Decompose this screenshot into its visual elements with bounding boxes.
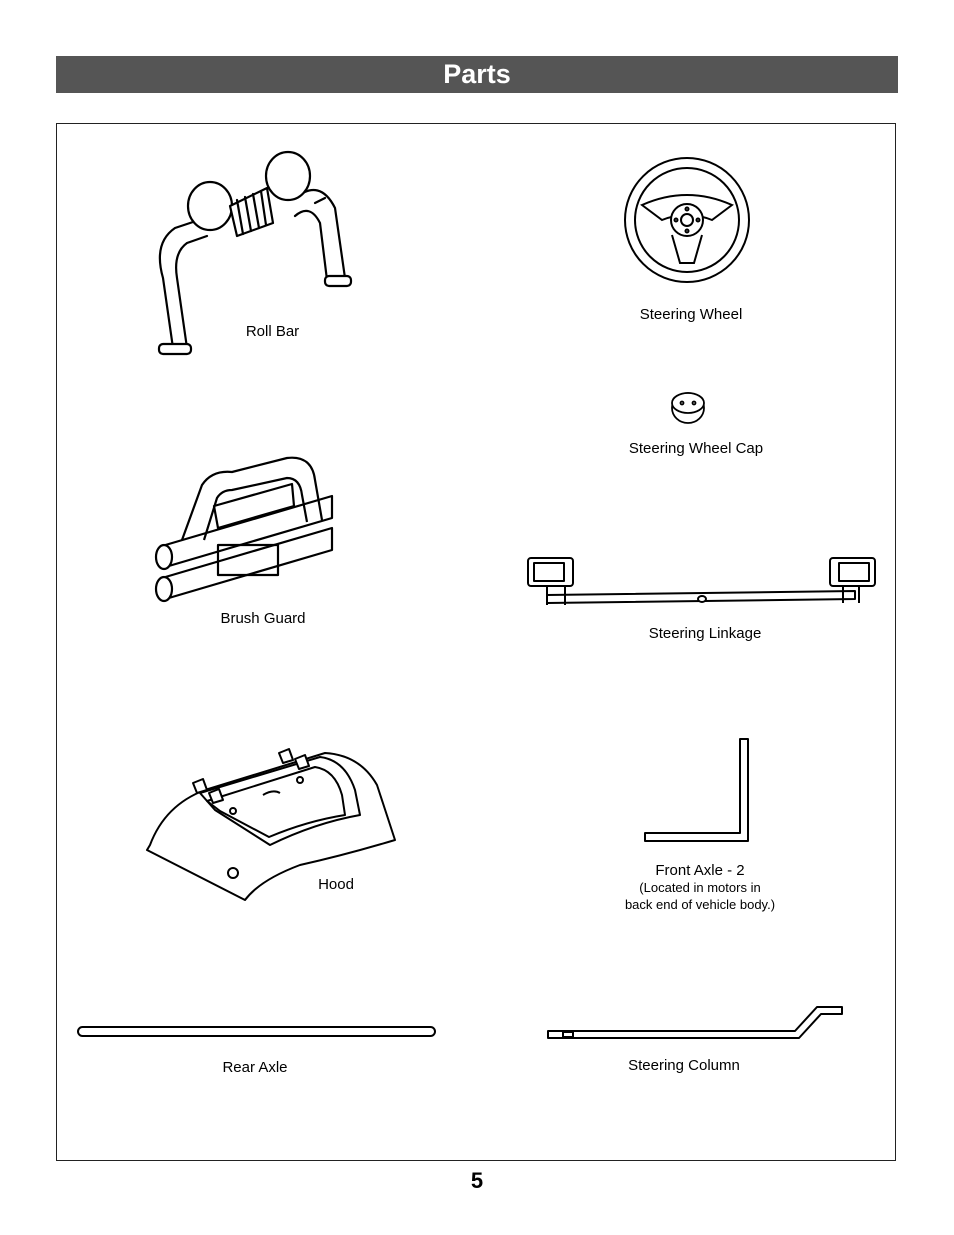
steering-wheel-label: Steering Wheel — [639, 306, 743, 323]
roll-bar-label: Roll Bar — [245, 323, 300, 340]
front-axle-label: Front Axle - 2 — [655, 862, 745, 879]
steering-wheel-illustration — [622, 155, 752, 285]
rear-axle-label: Rear Axle — [222, 1059, 288, 1076]
steering-wheel-cap-label: Steering Wheel Cap — [628, 440, 764, 457]
steering-column-label: Steering Column — [628, 1057, 740, 1074]
steering-linkage-label: Steering Linkage — [648, 625, 762, 642]
front-axle-note-line-2: back end of vehicle body.) — [624, 897, 776, 912]
page-title: Parts — [56, 56, 898, 93]
front-axle-note-line-1: (Located in motors in — [639, 880, 761, 895]
steering-linkage-illustration — [525, 553, 880, 611]
rear-axle-illustration — [76, 1024, 438, 1040]
front-axle-illustration — [640, 735, 755, 847]
steering-wheel-cap-illustration — [668, 386, 708, 426]
page-number: 5 — [470, 1168, 484, 1193]
brush-guard-label: Brush Guard — [220, 610, 306, 627]
brush-guard-illustration — [152, 450, 342, 615]
hood-label: Hood — [318, 876, 354, 893]
steering-column-illustration — [545, 1003, 845, 1045]
